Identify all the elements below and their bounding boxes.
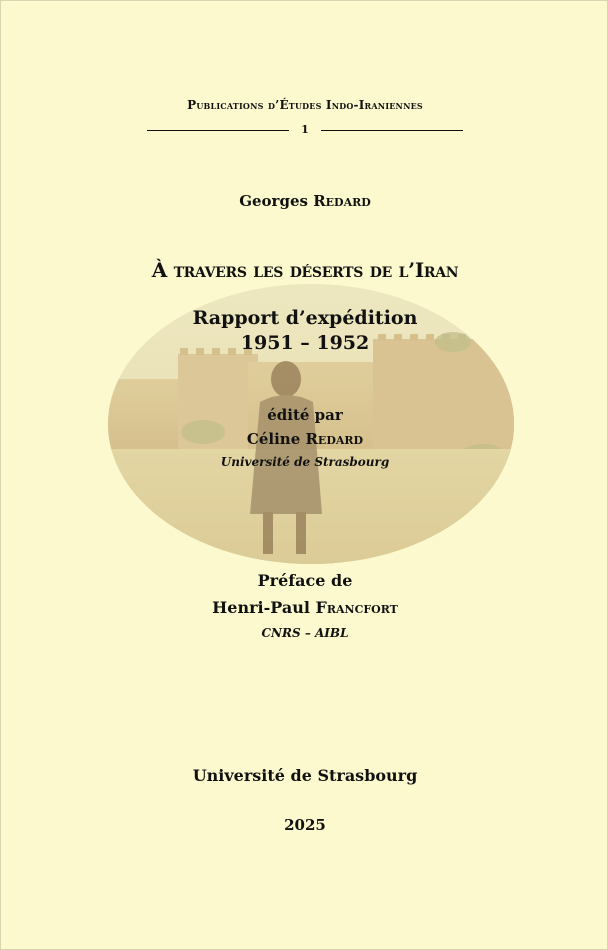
preface-last: Francfort: [315, 598, 398, 617]
editor-last: Redard: [305, 430, 364, 448]
series-rule: [147, 123, 463, 139]
editor-first: Céline: [246, 430, 301, 448]
series-number: 1: [301, 123, 309, 136]
preface-intro: Préface de: [257, 571, 353, 590]
author-last: Redard: [313, 192, 371, 210]
preface-first: Henri-Paul: [212, 598, 310, 617]
subtitle-line-1: Rapport d’expédition: [192, 307, 418, 329]
subtitle: [1, 306, 608, 356]
preface-affiliation: CNRS – AIBL: [261, 626, 349, 640]
editor-affiliation: Université de Strasbourg: [220, 455, 390, 469]
subtitle-line-2: 1951 – 1952: [240, 332, 370, 354]
author-first: Georges: [239, 192, 308, 210]
author-name: [1, 192, 608, 210]
rule-right: [321, 130, 463, 131]
publication-year: 2025: [284, 816, 326, 834]
preface-author: [1, 598, 608, 617]
publisher: Université de Strasbourg: [192, 766, 418, 785]
book-title: À travers les déserts de l’Iran: [151, 258, 459, 282]
series-title: Publications d’Études Indo-Iraniennes: [187, 98, 423, 112]
editor-intro: édité par: [267, 406, 343, 424]
editor-name: [1, 430, 608, 448]
